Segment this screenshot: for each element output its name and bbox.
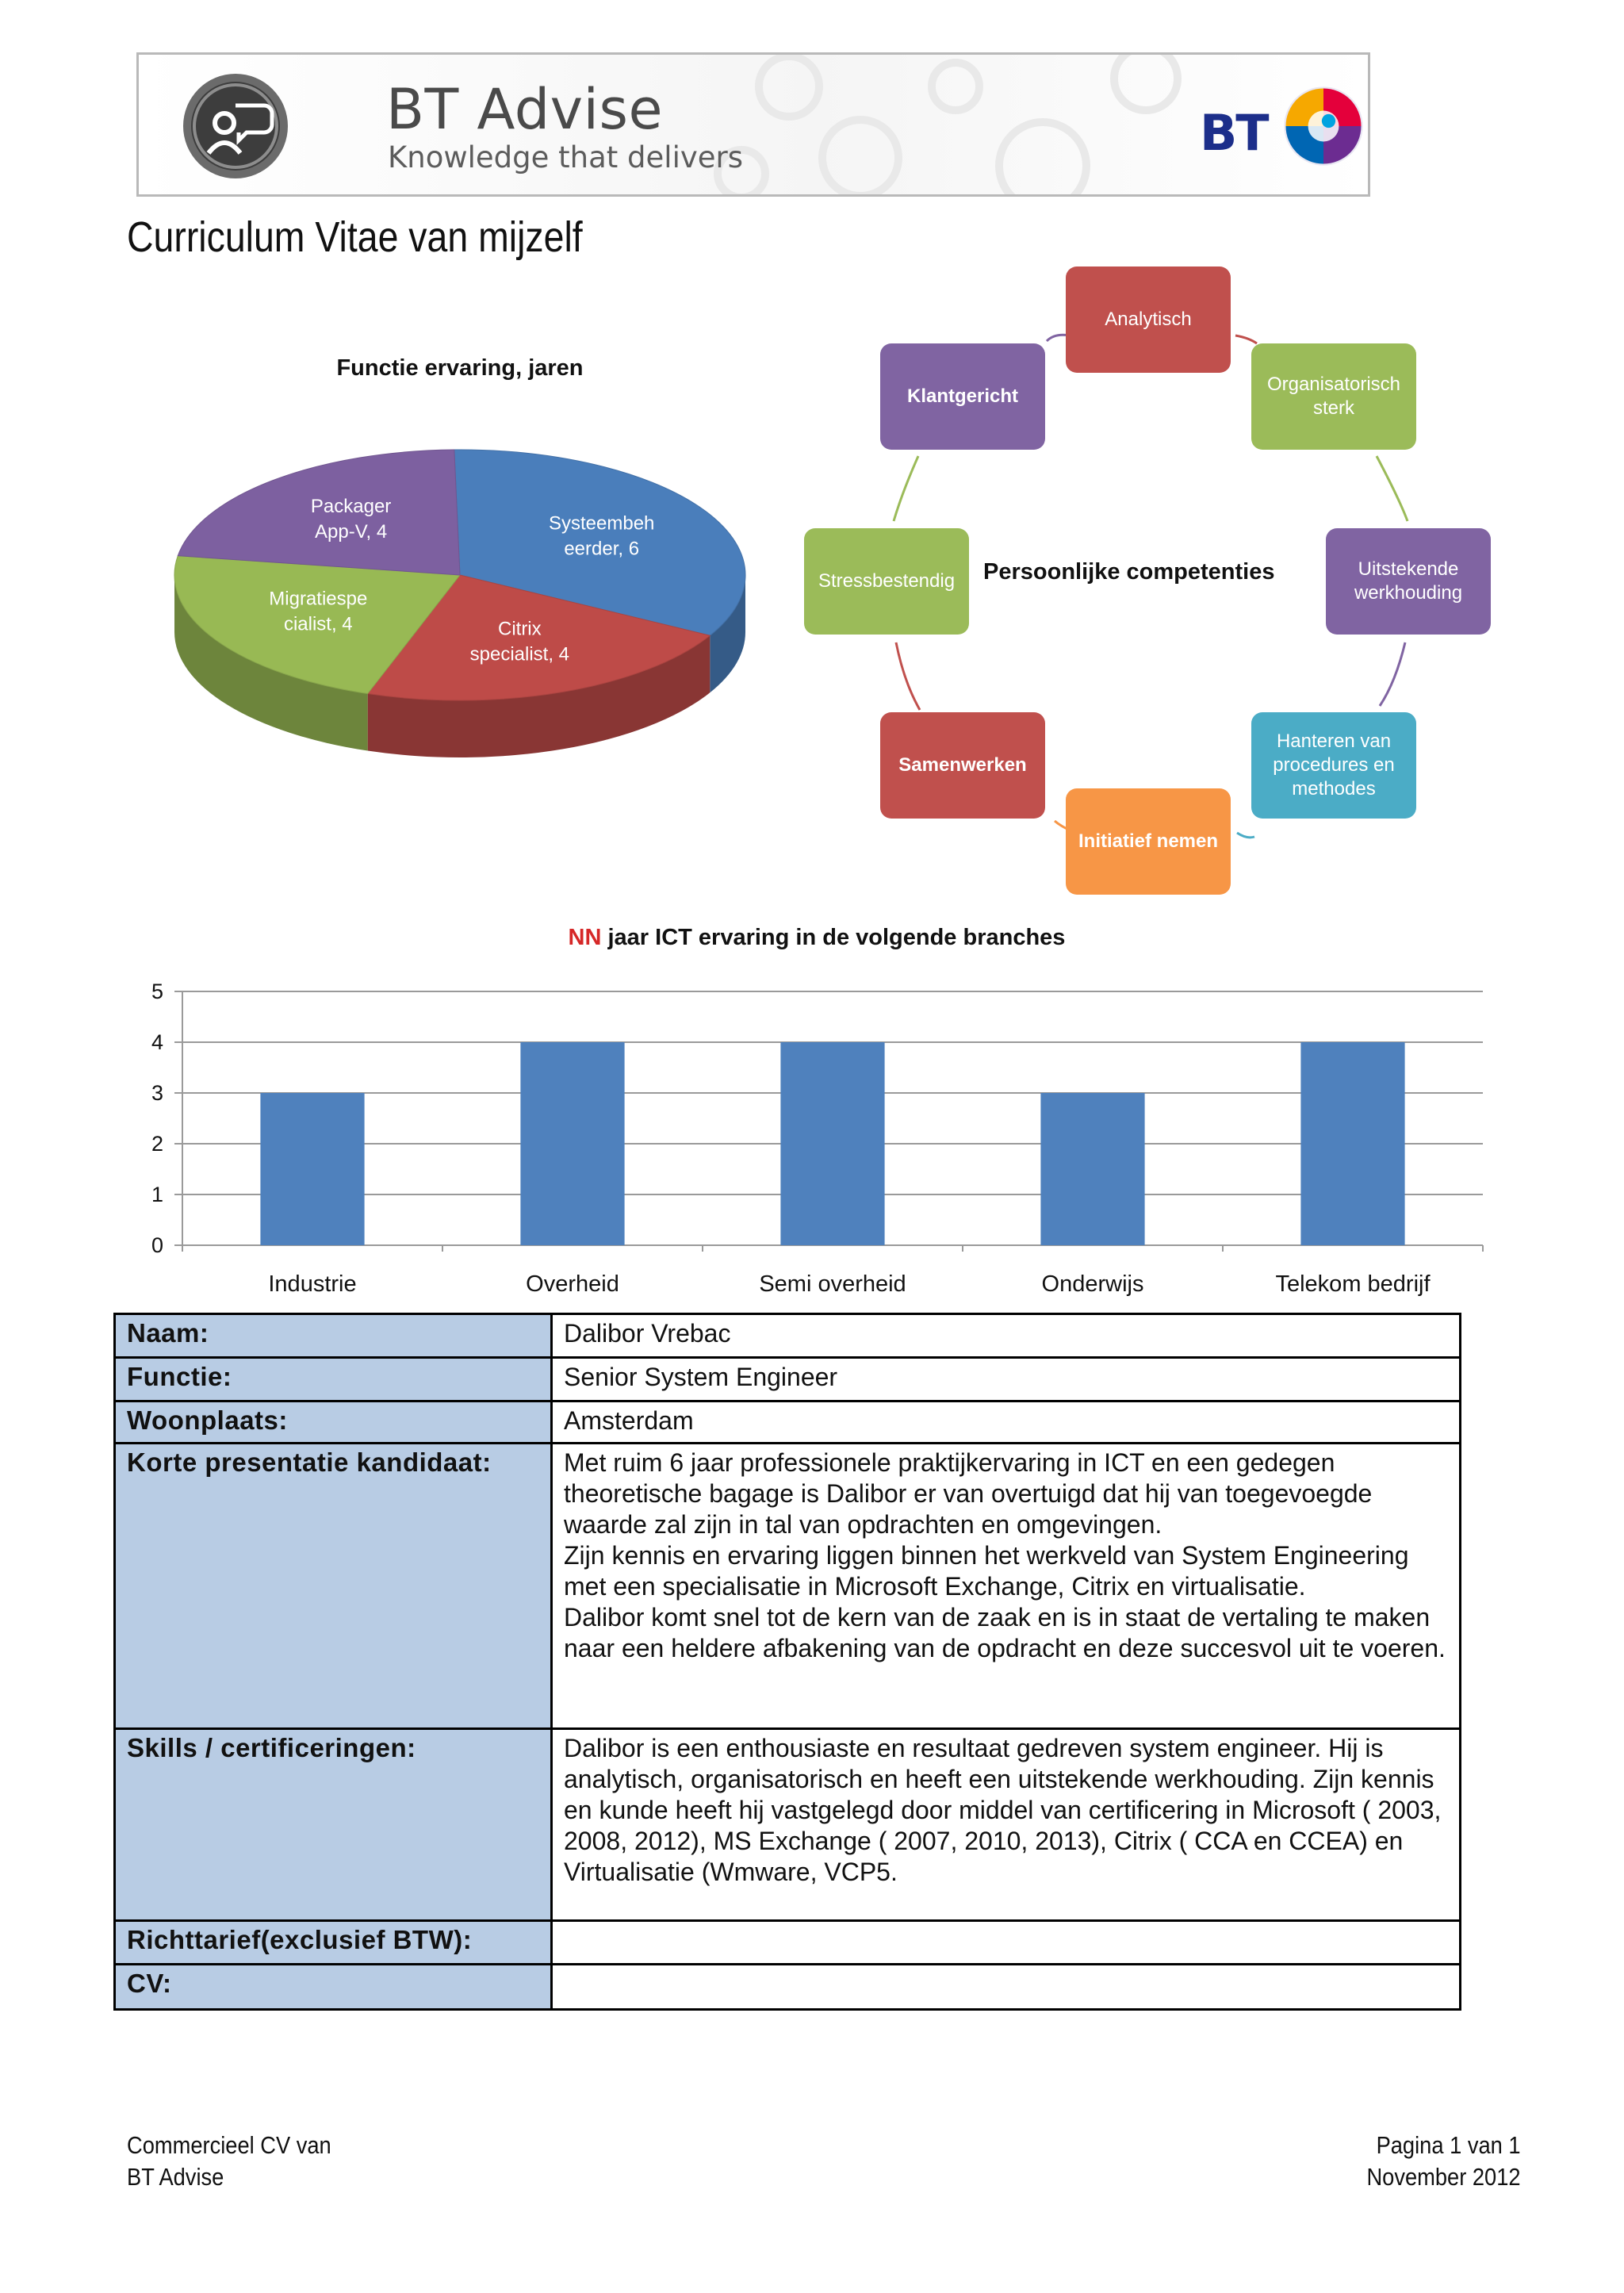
footer-right-line1: Pagina 1 van 1 — [1376, 2131, 1521, 2159]
footer-left — [127, 2130, 331, 2193]
competency-klantgericht: Klantgericht — [880, 343, 1045, 450]
competency-stressbestendig: Stressbestendig — [804, 528, 969, 635]
bar-chart-ytick-label: 0 — [151, 1233, 163, 1257]
bar-chart-ytick-label: 2 — [151, 1132, 163, 1156]
bt-logo-text: BT — [1200, 104, 1268, 162]
brand-title: BT Advise — [386, 77, 664, 142]
bt-globe-icon — [1281, 83, 1366, 169]
pie-chart-title: Functie ervaring, jaren — [336, 355, 584, 381]
bar-overheid — [520, 1042, 624, 1245]
cv-value — [552, 1965, 1461, 2010]
bar-chart-category-label: Onderwijs — [1041, 1271, 1144, 1297]
bar-chart-category-label: Telekom bedrijf — [1275, 1271, 1431, 1297]
naam-label: Naam: — [115, 1314, 552, 1358]
bar-chart-title-rest: jaar ICT ervaring in de volgende branches — [607, 925, 1066, 950]
bt-advise-logo-icon — [180, 71, 291, 182]
competency-organisatorisch-sterk: Organisatorisch sterk — [1251, 343, 1416, 450]
footer-right-line2: November 2012 — [1366, 2163, 1521, 2191]
pie-slice-label: Migratiespe cialist, 4 — [269, 588, 368, 635]
presentatie-paragraph-2: Zijn kennis en ervaring liggen binnen het werkveld van System Engineering met een specialisatie in Microsoft Exchange, Citrix en virtualisatie. — [564, 1541, 1409, 1601]
bar-chart-ytick-label: 3 — [151, 1081, 163, 1105]
pie-slice-label: Packager App-V, 4 — [310, 495, 392, 543]
skills-label: Skills / certificeringen: — [115, 1729, 552, 1921]
footer-left-line1: Commercieel CV van — [127, 2131, 331, 2159]
presentatie-paragraph-3: Dalibor komt snel tot de kern van de zaak en is in staat de vertaling te maken naar een heldere afbakening van de opdracht en deze succesvol uit te voeren. — [564, 1603, 1446, 1662]
bar-chart-ytick-label: 4 — [151, 1030, 163, 1054]
bar-chart-category-label: Overheid — [526, 1271, 619, 1297]
presentatie-label: Korte presentatie kandidaat: — [115, 1444, 552, 1729]
woonplaats-value: Amsterdam — [552, 1401, 1461, 1444]
competency-center-label: Persoonlijke competenties — [983, 559, 1275, 585]
table-row-functie — [115, 1358, 1461, 1401]
bar-chart-category-label: Semi overheid — [759, 1271, 906, 1297]
skills-value: Dalibor is een enthousiaste en resultaat gedreven system engineer. Hij is analytisch, organisatorisch en heeft een uitstekende werkhouding. Zijn kennis en kunde heeft hij vastgelegd door middel van certificering in Microsoft ( 2003, 2008, 2012), MS Exchange ( 2007, 2010, 2013), Citrix ( CCA en CCEA) en Virtualisatie (Wmware, VCP5. — [552, 1729, 1461, 1921]
footer-right — [1367, 2130, 1521, 2193]
competency-hanteren-van-procedures: Hanteren van procedures en methodes — [1251, 712, 1416, 819]
pie-slice-label: Systeembeh eerder, 6 — [548, 512, 655, 560]
footer-left-line2: BT Advise — [127, 2163, 224, 2191]
pie-chart — [167, 444, 769, 801]
table-row-richttarief — [115, 1921, 1461, 1965]
bar-chart-title-prefix: NN — [568, 925, 602, 950]
bar-chart-ytick-label: 1 — [151, 1183, 163, 1206]
banner-decoration — [139, 55, 1368, 194]
bar-chart-title — [444, 925, 1189, 951]
table-row-presentatie — [115, 1444, 1461, 1729]
functie-value: Senior System Engineer — [552, 1358, 1461, 1401]
richttarief-label: Richttarief(exclusief BTW): — [115, 1921, 552, 1965]
competency-samenwerken: Samenwerken — [880, 712, 1045, 819]
header-banner — [136, 52, 1370, 197]
competency-uitstekende-werkhouding: Uitstekende werkhouding — [1326, 528, 1491, 635]
competency-initiatief-nemen: Initiatief nemen — [1066, 788, 1231, 895]
bar-onderwijs — [1040, 1093, 1144, 1245]
bar-telekom-bedrijf — [1300, 1042, 1404, 1245]
bar-industrie — [260, 1093, 364, 1245]
pie-slice-label: Citrix specialist, 4 — [469, 618, 570, 665]
cv-details-table — [113, 1313, 1461, 2011]
page-title: Curriculum Vitae van mijzelf — [127, 213, 583, 261]
brand-tagline: Knowledge that delivers — [388, 140, 744, 174]
richttarief-value — [552, 1921, 1461, 1965]
presentatie-paragraph-1: Met ruim 6 jaar professionele praktijkervaring in ICT en een gedegen theoretische bagage is Dalibor er van overtuigd dat hij van toegevoegde waarde zal zijn in tal van opdrachten en omgevingen. — [564, 1448, 1373, 1539]
naam-value: Dalibor Vrebac — [552, 1314, 1461, 1358]
bar-chart-ytick-label: 5 — [151, 980, 163, 1003]
bar-semi-overheid — [780, 1042, 884, 1245]
competency-analytisch: Analytisch — [1066, 266, 1231, 373]
table-row-skills — [115, 1729, 1461, 1921]
woonplaats-label: Woonplaats: — [115, 1401, 552, 1444]
bar-chart — [111, 966, 1491, 1299]
cv-label: CV: — [115, 1965, 552, 2010]
functie-label: Functie: — [115, 1358, 552, 1401]
presentatie-value — [552, 1444, 1461, 1729]
bar-chart-category-label: Industrie — [268, 1271, 357, 1297]
table-row-naam — [115, 1314, 1461, 1358]
table-row-woonplaats — [115, 1401, 1461, 1444]
table-row-cv — [115, 1965, 1461, 2010]
